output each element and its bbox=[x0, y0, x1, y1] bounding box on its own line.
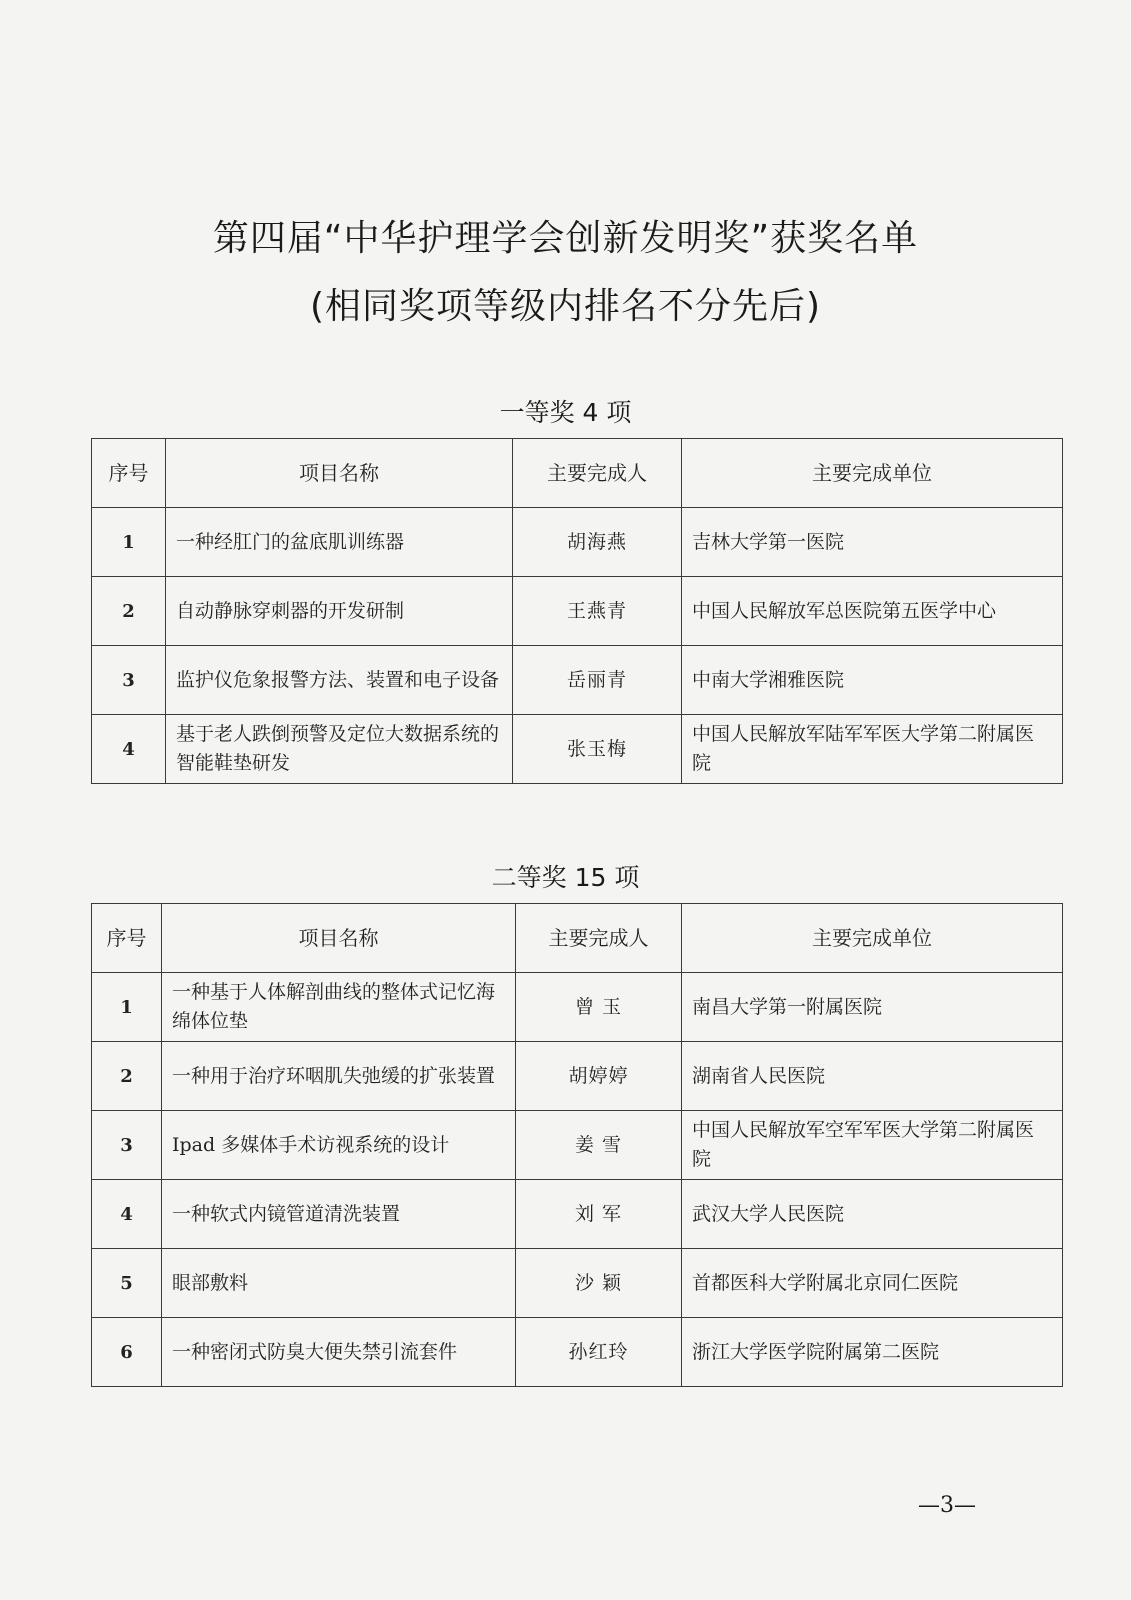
table-row bbox=[92, 973, 1063, 1042]
row-number: 3 bbox=[92, 1111, 162, 1180]
lead-person: 胡婷婷 bbox=[516, 1042, 682, 1111]
project-name: 一种密闭式防臭大便失禁引流套件 bbox=[162, 1318, 516, 1387]
project-name: 眼部敷料 bbox=[162, 1249, 516, 1318]
table-header-row bbox=[92, 439, 1063, 508]
lead-person: 沙 颖 bbox=[516, 1249, 682, 1318]
lead-unit: 湖南省人民医院 bbox=[682, 1042, 1063, 1111]
table-row bbox=[92, 646, 1063, 715]
column-header-person: 主要完成人 bbox=[513, 439, 682, 508]
title-block bbox=[0, 205, 1131, 341]
lead-person: 张玉梅 bbox=[513, 715, 682, 784]
project-name: 监护仪危象报警方法、装置和电子设备 bbox=[166, 646, 513, 715]
lead-person: 王燕青 bbox=[513, 577, 682, 646]
column-header-person: 主要完成人 bbox=[516, 904, 682, 973]
row-number: 4 bbox=[92, 715, 166, 784]
project-name: 基于老人跌倒预警及定位大数据系统的智能鞋垫研发 bbox=[166, 715, 513, 784]
lead-person: 曾 玉 bbox=[516, 973, 682, 1042]
table-row bbox=[92, 1042, 1063, 1111]
document-subtitle: (相同奖项等级内排名不分先后) bbox=[309, 286, 822, 327]
column-header-num: 序号 bbox=[92, 904, 162, 973]
lead-unit: 南昌大学第一附属医院 bbox=[682, 973, 1063, 1042]
project-name: 一种经肛门的盆底肌训练器 bbox=[166, 508, 513, 577]
column-header-name: 项目名称 bbox=[166, 439, 513, 508]
row-number: 6 bbox=[92, 1318, 162, 1387]
table-row bbox=[92, 508, 1063, 577]
second-prize-table bbox=[91, 903, 1063, 1387]
row-number: 1 bbox=[92, 973, 162, 1042]
column-header-unit: 主要完成单位 bbox=[682, 904, 1063, 973]
lead-person: 姜 雪 bbox=[516, 1111, 682, 1180]
lead-person: 胡海燕 bbox=[513, 508, 682, 577]
lead-unit: 吉林大学第一医院 bbox=[682, 508, 1063, 577]
row-number: 2 bbox=[92, 577, 166, 646]
project-name: 一种用于治疗环咽肌失弛缓的扩张装置 bbox=[162, 1042, 516, 1111]
second-prize-heading: 二等奖 15 项 bbox=[491, 863, 640, 892]
lead-unit: 武汉大学人民医院 bbox=[682, 1180, 1063, 1249]
lead-unit: 中国人民解放军总医院第五医学中心 bbox=[682, 577, 1063, 646]
column-header-num: 序号 bbox=[92, 439, 166, 508]
lead-person: 刘 军 bbox=[516, 1180, 682, 1249]
table-row bbox=[92, 577, 1063, 646]
column-header-name: 项目名称 bbox=[162, 904, 516, 973]
project-name: 自动静脉穿刺器的开发研制 bbox=[166, 577, 513, 646]
lead-unit: 中国人民解放军陆军军医大学第二附属医院 bbox=[682, 715, 1063, 784]
first-prize-heading: 一等奖 4 项 bbox=[499, 398, 632, 427]
project-name: 一种基于人体解剖曲线的整体式记忆海绵体位垫 bbox=[162, 973, 516, 1042]
table-row bbox=[92, 1318, 1063, 1387]
table-row bbox=[92, 1111, 1063, 1180]
lead-person: 孙红玲 bbox=[516, 1318, 682, 1387]
lead-person: 岳丽青 bbox=[513, 646, 682, 715]
project-name: 一种软式内镜管道清洗装置 bbox=[162, 1180, 516, 1249]
row-number: 1 bbox=[92, 508, 166, 577]
lead-unit: 中南大学湘雅医院 bbox=[682, 646, 1063, 715]
page-number: —3— bbox=[918, 1493, 976, 1518]
column-header-unit: 主要完成单位 bbox=[682, 439, 1063, 508]
row-number: 4 bbox=[92, 1180, 162, 1249]
table-row bbox=[92, 1249, 1063, 1318]
project-name: Ipad 多媒体手术访视系统的设计 bbox=[162, 1111, 516, 1180]
document-title: 第四届“中华护理学会创新发明奖”获奖名单 bbox=[212, 218, 919, 259]
row-number: 3 bbox=[92, 646, 166, 715]
table-row bbox=[92, 1180, 1063, 1249]
row-number: 5 bbox=[92, 1249, 162, 1318]
lead-unit: 浙江大学医学院附属第二医院 bbox=[682, 1318, 1063, 1387]
lead-unit: 中国人民解放军空军军医大学第二附属医院 bbox=[682, 1111, 1063, 1180]
row-number: 2 bbox=[92, 1042, 162, 1111]
table-header-row bbox=[92, 904, 1063, 973]
lead-unit: 首都医科大学附属北京同仁医院 bbox=[682, 1249, 1063, 1318]
first-prize-table bbox=[91, 438, 1063, 784]
table-row bbox=[92, 715, 1063, 784]
